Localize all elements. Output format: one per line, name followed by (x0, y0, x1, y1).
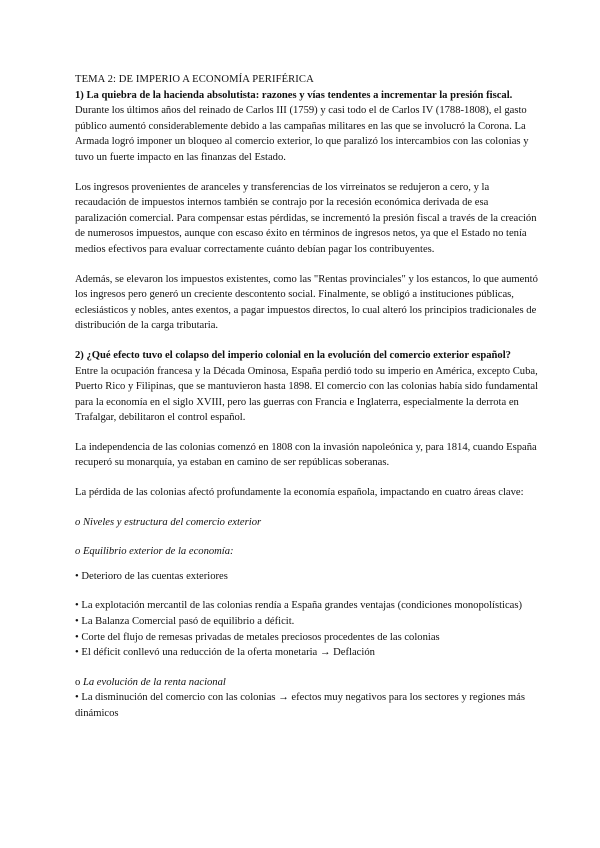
bullet-deterioro-cuentas: • Deterioro de las cuentas exteriores (75, 570, 228, 582)
section-1-paragraph-1: Durante los últimos años del reinado de Carlos III (1759) y casi todo el de Carlos IV (1788-1808), el gasto público aumentó considerablemente debido a las campañas militares en las que se involucró la Corona. La Armada logró imponer un bloqueo al comercio exterior, lo que paralizó los intercambios con las colonias y tuvo un fuerte impacto en las finanzas del Estado. (75, 105, 529, 163)
section-1-paragraph-2: Los ingresos provenientes de aranceles y transferencias de los virreinatos se redujeron a cero, y la recaudación de impuestos internos también se contrajo por la recesión económica derivada de esa paralización comercial. Para compensar estas pérdidas, se incrementó la presión fiscal a través de la creación de numerosos impuestos, aunque con escaso éxito en términos de ingresos netos, ya que el Estado no tenía medios efectivos para evaluar correctamente cuánto debían pagar los contribuyentes. (75, 181, 537, 255)
bullet-deflacion: • El déficit conllevó una reducción de la oferta monetaria → Deflación (75, 647, 375, 659)
sub-heading-marker: o (75, 676, 83, 688)
bullet-explotacion-mercantil: • La explotación mercantil de las colonias rendía a España grandes ventajas (condiciones monopolísticas) (75, 600, 523, 612)
sub-heading-renta-nacional (75, 675, 542, 691)
section-2-paragraph-3: La pérdida de las colonias afectó profundamente la economía española, impactando en cuatro áreas clave: (75, 487, 524, 499)
bullet-balanza-comercial: • La Balanza Comercial pasó de equilibrio a déficit. (75, 616, 295, 628)
sub-heading-equilibrio-exterior: o Equilibrio exterior de la economía: (75, 546, 234, 558)
bullet-disminucion-comercio: • La disminución del comercio con las colonias → efectos muy negativos para los sectores y regiones más dinámicos (75, 692, 525, 719)
section-2-paragraph-2: La independencia de las colonias comenzó en 1808 con la invasión napoleónica y, para 1814, cuando España recuperó su monarquía, ya estaban en camino de ser repúblicas soberanas. (75, 441, 537, 469)
section-2-heading: 2) ¿Qué efecto tuvo el colapso del imperio colonial en la evolución del comercio exterior español? (75, 349, 511, 361)
sub-heading-comercio-exterior: o Niveles y estructura del comercio exterior (75, 516, 262, 528)
sub-heading-renta-text: La evolución de la renta nacional (82, 676, 226, 688)
section-1-heading: 1) La quiebra de la hacienda absolutista: razones y vías tendentes a incrementar la presión fiscal. (75, 89, 513, 101)
bullet-remesas: • Corte del flujo de remesas privadas de metales preciosos procedentes de las colonias (75, 631, 440, 643)
section-1-paragraph-3: Además, se elevaron los impuestos existentes, como las "Rentas provinciales" y los estancos, lo que aumentó los ingresos pero generó un creciente descontento social. Finalmente, se obligó a instituciones públicas, eclesiásticos y nobles, antes exentos, a pagar impuestos directos, lo cual alteró los principios tradicionales de distribución de la carga tributaria. (75, 273, 538, 332)
document-title: TEMA 2: DE IMPERIO A ECONOMÍA PERIFÉRICA (75, 74, 314, 85)
section-2-paragraph-1: Entre la ocupación francesa y la Década Ominosa, España perdió todo su imperio en América, excepto Cuba, Puerto Rico y Filipinas, que se mantuvieron hasta 1898. El comercio con las colonias había sido fundamental para la economía en el siglo XVIII, pero las guerras con Francia e Inglaterra, especialmente la derrota en Trafalgar, debilitaron el control español. (75, 365, 539, 424)
